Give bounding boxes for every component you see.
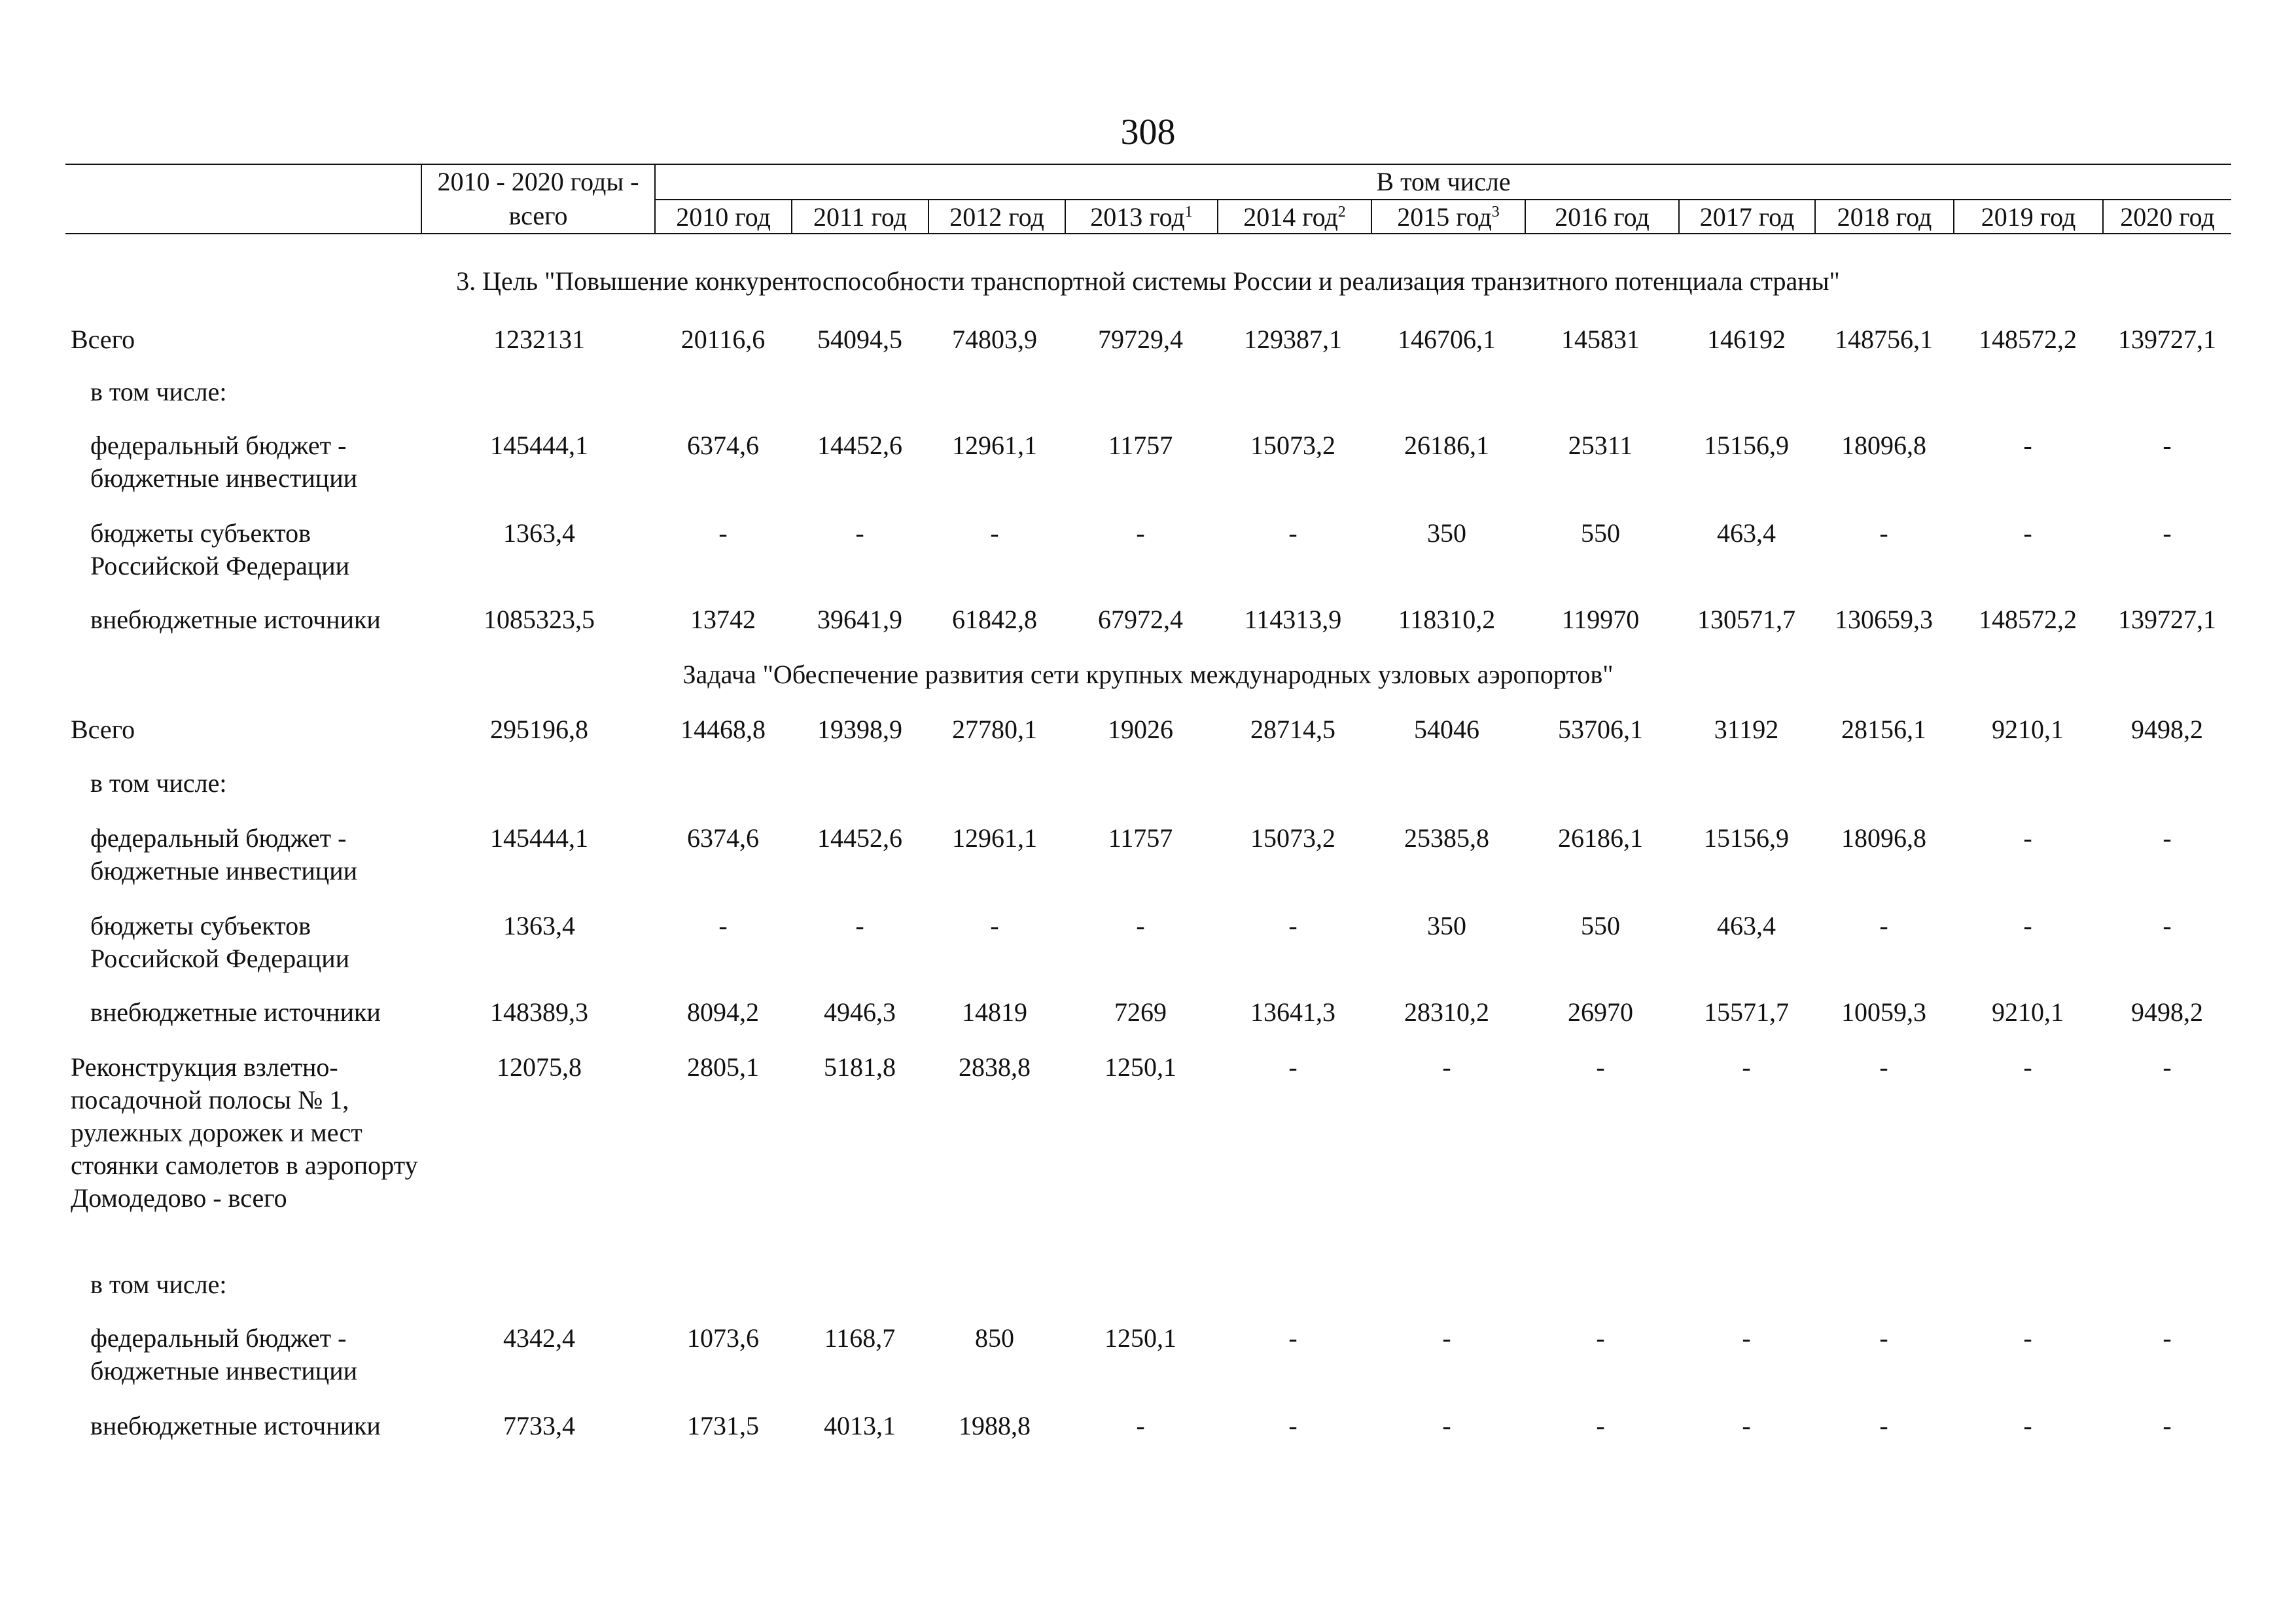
value-cell: 13641,3 bbox=[1250, 997, 1335, 1027]
header-group-label: В том числе bbox=[1376, 167, 1511, 196]
value-cell: 15156,9 bbox=[1704, 823, 1789, 853]
header-year-2012: 2012 год bbox=[949, 202, 1044, 232]
value-cell: - bbox=[1442, 1323, 1451, 1353]
value-cell: 6374,6 bbox=[687, 823, 759, 853]
value-cell: - bbox=[1742, 1052, 1751, 1082]
value-cell: - bbox=[2023, 823, 2032, 853]
header-year-2013: 2013 год$^1$ bbox=[1090, 202, 1193, 232]
header-mid-rule bbox=[654, 199, 2231, 200]
value-cell: 12075,8 bbox=[497, 1052, 582, 1082]
value-cell: 145444,1 bbox=[490, 431, 588, 460]
value-cell: - bbox=[1879, 1411, 1888, 1440]
value-cell: 18096,8 bbox=[1841, 431, 1926, 460]
value-cell: 146706,1 bbox=[1398, 325, 1496, 354]
row-label: в том числе: bbox=[90, 768, 227, 798]
value-cell: 9210,1 bbox=[1992, 997, 2064, 1027]
value-cell: - bbox=[855, 518, 864, 548]
value-cell: 28310,2 bbox=[1404, 997, 1489, 1027]
value-cell: 550 bbox=[1581, 518, 1620, 548]
value-cell: 28714,5 bbox=[1250, 715, 1335, 744]
row-label: бюджеты субъектов Российской Федерации bbox=[90, 911, 350, 973]
value-cell: 11757 bbox=[1108, 431, 1173, 460]
value-cell: - bbox=[1879, 518, 1888, 548]
value-cell: 20116,6 bbox=[680, 325, 766, 354]
value-cell: - bbox=[990, 518, 999, 548]
value-cell: 1073,6 bbox=[687, 1323, 759, 1353]
value-cell: - bbox=[718, 518, 728, 548]
header-year-2019: 2019 год bbox=[1981, 202, 2076, 232]
value-cell: 148572,2 bbox=[1979, 605, 2077, 634]
value-cell: 1731,5 bbox=[687, 1411, 759, 1440]
value-cell: 129387,1 bbox=[1244, 325, 1342, 354]
value-cell: 139727,1 bbox=[2118, 325, 2216, 354]
value-cell: - bbox=[2023, 1323, 2032, 1353]
header-year-2018: 2018 год bbox=[1837, 202, 1932, 232]
value-cell: 145444,1 bbox=[490, 823, 588, 853]
row-label: федеральный бюджет - бюджетные инвестиции bbox=[90, 431, 358, 493]
value-cell: 463,4 bbox=[1717, 518, 1776, 548]
value-cell: 146192 bbox=[1707, 325, 1786, 354]
value-cell: 27780,1 bbox=[952, 715, 1037, 744]
footnote-mark: 1 bbox=[1184, 204, 1193, 221]
value-cell: - bbox=[1596, 1323, 1605, 1353]
value-cell: - bbox=[2163, 1411, 2172, 1440]
value-cell: - bbox=[2163, 518, 2172, 548]
value-cell: 54094,5 bbox=[817, 325, 902, 354]
value-cell: 10059,3 bbox=[1841, 997, 1926, 1027]
value-cell: 463,4 bbox=[1717, 911, 1776, 940]
value-cell: - bbox=[1288, 1411, 1298, 1440]
value-cell: 18096,8 bbox=[1841, 823, 1926, 853]
value-cell: 4013,1 bbox=[824, 1411, 896, 1440]
value-cell: 74803,9 bbox=[952, 325, 1037, 354]
value-cell: 148389,3 bbox=[490, 997, 588, 1027]
value-cell: 26970 bbox=[1568, 997, 1633, 1027]
page-number: 308 bbox=[1120, 112, 1176, 152]
value-cell: - bbox=[2163, 431, 2172, 460]
value-cell: - bbox=[1742, 1411, 1751, 1440]
value-cell: 7269 bbox=[1114, 997, 1167, 1027]
row-label: Всего bbox=[71, 715, 135, 744]
value-cell: 114313,9 bbox=[1244, 605, 1342, 634]
value-cell: - bbox=[1879, 1323, 1888, 1353]
row-label: внебюджетные источники bbox=[90, 1411, 381, 1440]
value-cell: 350 bbox=[1427, 518, 1466, 548]
value-cell: - bbox=[2023, 911, 2032, 940]
value-cell: 119970 bbox=[1561, 605, 1640, 634]
value-cell: 130659,3 bbox=[1835, 605, 1933, 634]
row-label: федеральный бюджет - бюджетные инвестиции bbox=[90, 1323, 358, 1385]
row-label: Всего bbox=[71, 325, 135, 354]
header-year-2017: 2017 год bbox=[1699, 202, 1795, 232]
value-cell: - bbox=[1596, 1052, 1605, 1082]
value-cell: 25385,8 bbox=[1404, 823, 1489, 853]
value-cell: 5181,8 bbox=[824, 1052, 896, 1082]
value-cell: 850 bbox=[975, 1323, 1014, 1353]
value-cell: - bbox=[1742, 1323, 1751, 1353]
value-cell: 1168,7 bbox=[824, 1323, 896, 1353]
value-cell: - bbox=[2023, 1411, 2032, 1440]
value-cell: 9498,2 bbox=[2131, 715, 2203, 744]
header-total-line1: 2010 - 2020 годы - bbox=[437, 167, 639, 196]
value-cell: - bbox=[1879, 911, 1888, 940]
value-cell: - bbox=[855, 911, 864, 940]
section-title: Задача "Обеспечение развития сети крупных международных узловых аэропортов" bbox=[682, 660, 1614, 689]
value-cell: 6374,6 bbox=[687, 431, 759, 460]
value-cell: 7733,4 bbox=[503, 1411, 575, 1440]
row-label: в том числе: bbox=[90, 1270, 227, 1299]
value-cell: - bbox=[2163, 1052, 2172, 1082]
value-cell: 13742 bbox=[690, 605, 756, 634]
value-cell: 79729,4 bbox=[1098, 325, 1183, 354]
value-cell: 1988,8 bbox=[959, 1411, 1031, 1440]
value-cell: - bbox=[1442, 1411, 1451, 1440]
row-label: внебюджетные источники bbox=[90, 605, 381, 634]
value-cell: - bbox=[990, 911, 999, 940]
value-cell: - bbox=[1136, 911, 1145, 940]
value-cell: - bbox=[2163, 823, 2172, 853]
value-cell: 1363,4 bbox=[503, 518, 575, 548]
value-cell: 26186,1 bbox=[1558, 823, 1643, 853]
value-cell: 11757 bbox=[1108, 823, 1173, 853]
value-cell: 295196,8 bbox=[490, 715, 588, 744]
section-title: 3. Цель "Повышение конкурентоспособности транспортной системы России и реализация транзитного потенциала страны" bbox=[456, 266, 1840, 296]
value-cell: 25311 bbox=[1568, 431, 1633, 460]
header-year-2016: 2016 год bbox=[1555, 202, 1650, 232]
footnote-mark: 3 bbox=[1491, 204, 1500, 221]
value-cell: - bbox=[1288, 911, 1298, 940]
value-cell: 550 bbox=[1581, 911, 1620, 940]
value-cell: - bbox=[1136, 518, 1145, 548]
value-cell: - bbox=[1288, 518, 1298, 548]
value-cell: 15571,7 bbox=[1704, 997, 1789, 1027]
value-cell: 8094,2 bbox=[687, 997, 759, 1027]
value-cell: 28156,1 bbox=[1841, 715, 1926, 744]
value-cell: 31192 bbox=[1714, 715, 1779, 744]
value-cell: 1250,1 bbox=[1104, 1323, 1176, 1353]
value-cell: - bbox=[2163, 1323, 2172, 1353]
value-cell: 145831 bbox=[1561, 325, 1640, 354]
value-cell: 1250,1 bbox=[1104, 1052, 1176, 1082]
header-year-2011: 2011 год bbox=[813, 202, 908, 232]
value-cell: 12961,1 bbox=[952, 431, 1037, 460]
header-total-line2: всего bbox=[508, 201, 568, 230]
value-cell: 350 bbox=[1427, 911, 1466, 940]
header-year-2020: 2020 год bbox=[2120, 202, 2215, 232]
value-cell: 39641,9 bbox=[817, 605, 902, 634]
value-cell: 15073,2 bbox=[1250, 431, 1335, 460]
value-cell: 14452,6 bbox=[817, 823, 902, 853]
value-cell: 4342,4 bbox=[503, 1323, 575, 1353]
row-label: федеральный бюджет - бюджетные инвестиции bbox=[90, 823, 358, 885]
value-cell: 61842,8 bbox=[952, 605, 1037, 634]
row-label: внебюджетные источники bbox=[90, 997, 381, 1027]
value-cell: 1363,4 bbox=[503, 911, 575, 940]
value-cell: 139727,1 bbox=[2118, 605, 2216, 634]
value-cell: 12961,1 bbox=[952, 823, 1037, 853]
value-cell: - bbox=[1136, 1411, 1145, 1440]
row-label: в том числе: bbox=[90, 377, 227, 406]
value-cell: - bbox=[1442, 1052, 1451, 1082]
value-cell: 26186,1 bbox=[1404, 431, 1489, 460]
footnote-mark: 2 bbox=[1337, 204, 1346, 221]
value-cell: 4946,3 bbox=[824, 997, 896, 1027]
value-cell: - bbox=[718, 911, 728, 940]
row-label: Реконструкция взлетно-посадочной полосы № 1, рулежных дорожек и мест стоянки самолетов в аэропорту Домодедово - всего bbox=[71, 1052, 418, 1213]
value-cell: 130571,7 bbox=[1697, 605, 1795, 634]
value-cell: 148572,2 bbox=[1979, 325, 2077, 354]
value-cell: - bbox=[1288, 1323, 1298, 1353]
value-cell: 148756,1 bbox=[1835, 325, 1933, 354]
value-cell: 15073,2 bbox=[1250, 823, 1335, 853]
value-cell: - bbox=[1288, 1052, 1298, 1082]
value-cell: 14819 bbox=[962, 997, 1027, 1027]
value-cell: - bbox=[2023, 431, 2032, 460]
value-cell: 118310,2 bbox=[1398, 605, 1496, 634]
value-cell: 2838,8 bbox=[959, 1052, 1031, 1082]
value-cell: 1232131 bbox=[493, 325, 585, 354]
value-cell: 15156,9 bbox=[1704, 431, 1789, 460]
header-top-rule bbox=[65, 164, 2231, 165]
value-cell: 67972,4 bbox=[1098, 605, 1183, 634]
value-cell: - bbox=[1596, 1411, 1605, 1440]
value-cell: 9210,1 bbox=[1992, 715, 2064, 744]
value-cell: 2805,1 bbox=[687, 1052, 759, 1082]
value-cell: - bbox=[2163, 911, 2172, 940]
value-cell: 14452,6 bbox=[817, 431, 902, 460]
value-cell: - bbox=[2023, 1052, 2032, 1082]
value-cell: 9498,2 bbox=[2131, 997, 2203, 1027]
value-cell: 53706,1 bbox=[1558, 715, 1643, 744]
value-cell: 54046 bbox=[1414, 715, 1479, 744]
header-year-2015: 2015 год$^3$ bbox=[1397, 202, 1500, 232]
value-cell: 19026 bbox=[1108, 715, 1173, 744]
value-cell: 19398,9 bbox=[817, 715, 902, 744]
row-label: бюджеты субъектов Российской Федерации bbox=[90, 518, 350, 580]
value-cell: - bbox=[1879, 1052, 1888, 1082]
value-cell: 1085323,5 bbox=[484, 605, 595, 634]
header-bottom-rule bbox=[65, 233, 2231, 234]
value-cell: - bbox=[2023, 518, 2032, 548]
header-year-2014: 2014 год$^2$ bbox=[1243, 202, 1346, 232]
header-year-2010: 2010 год bbox=[676, 202, 771, 232]
value-cell: 14468,8 bbox=[680, 715, 766, 744]
